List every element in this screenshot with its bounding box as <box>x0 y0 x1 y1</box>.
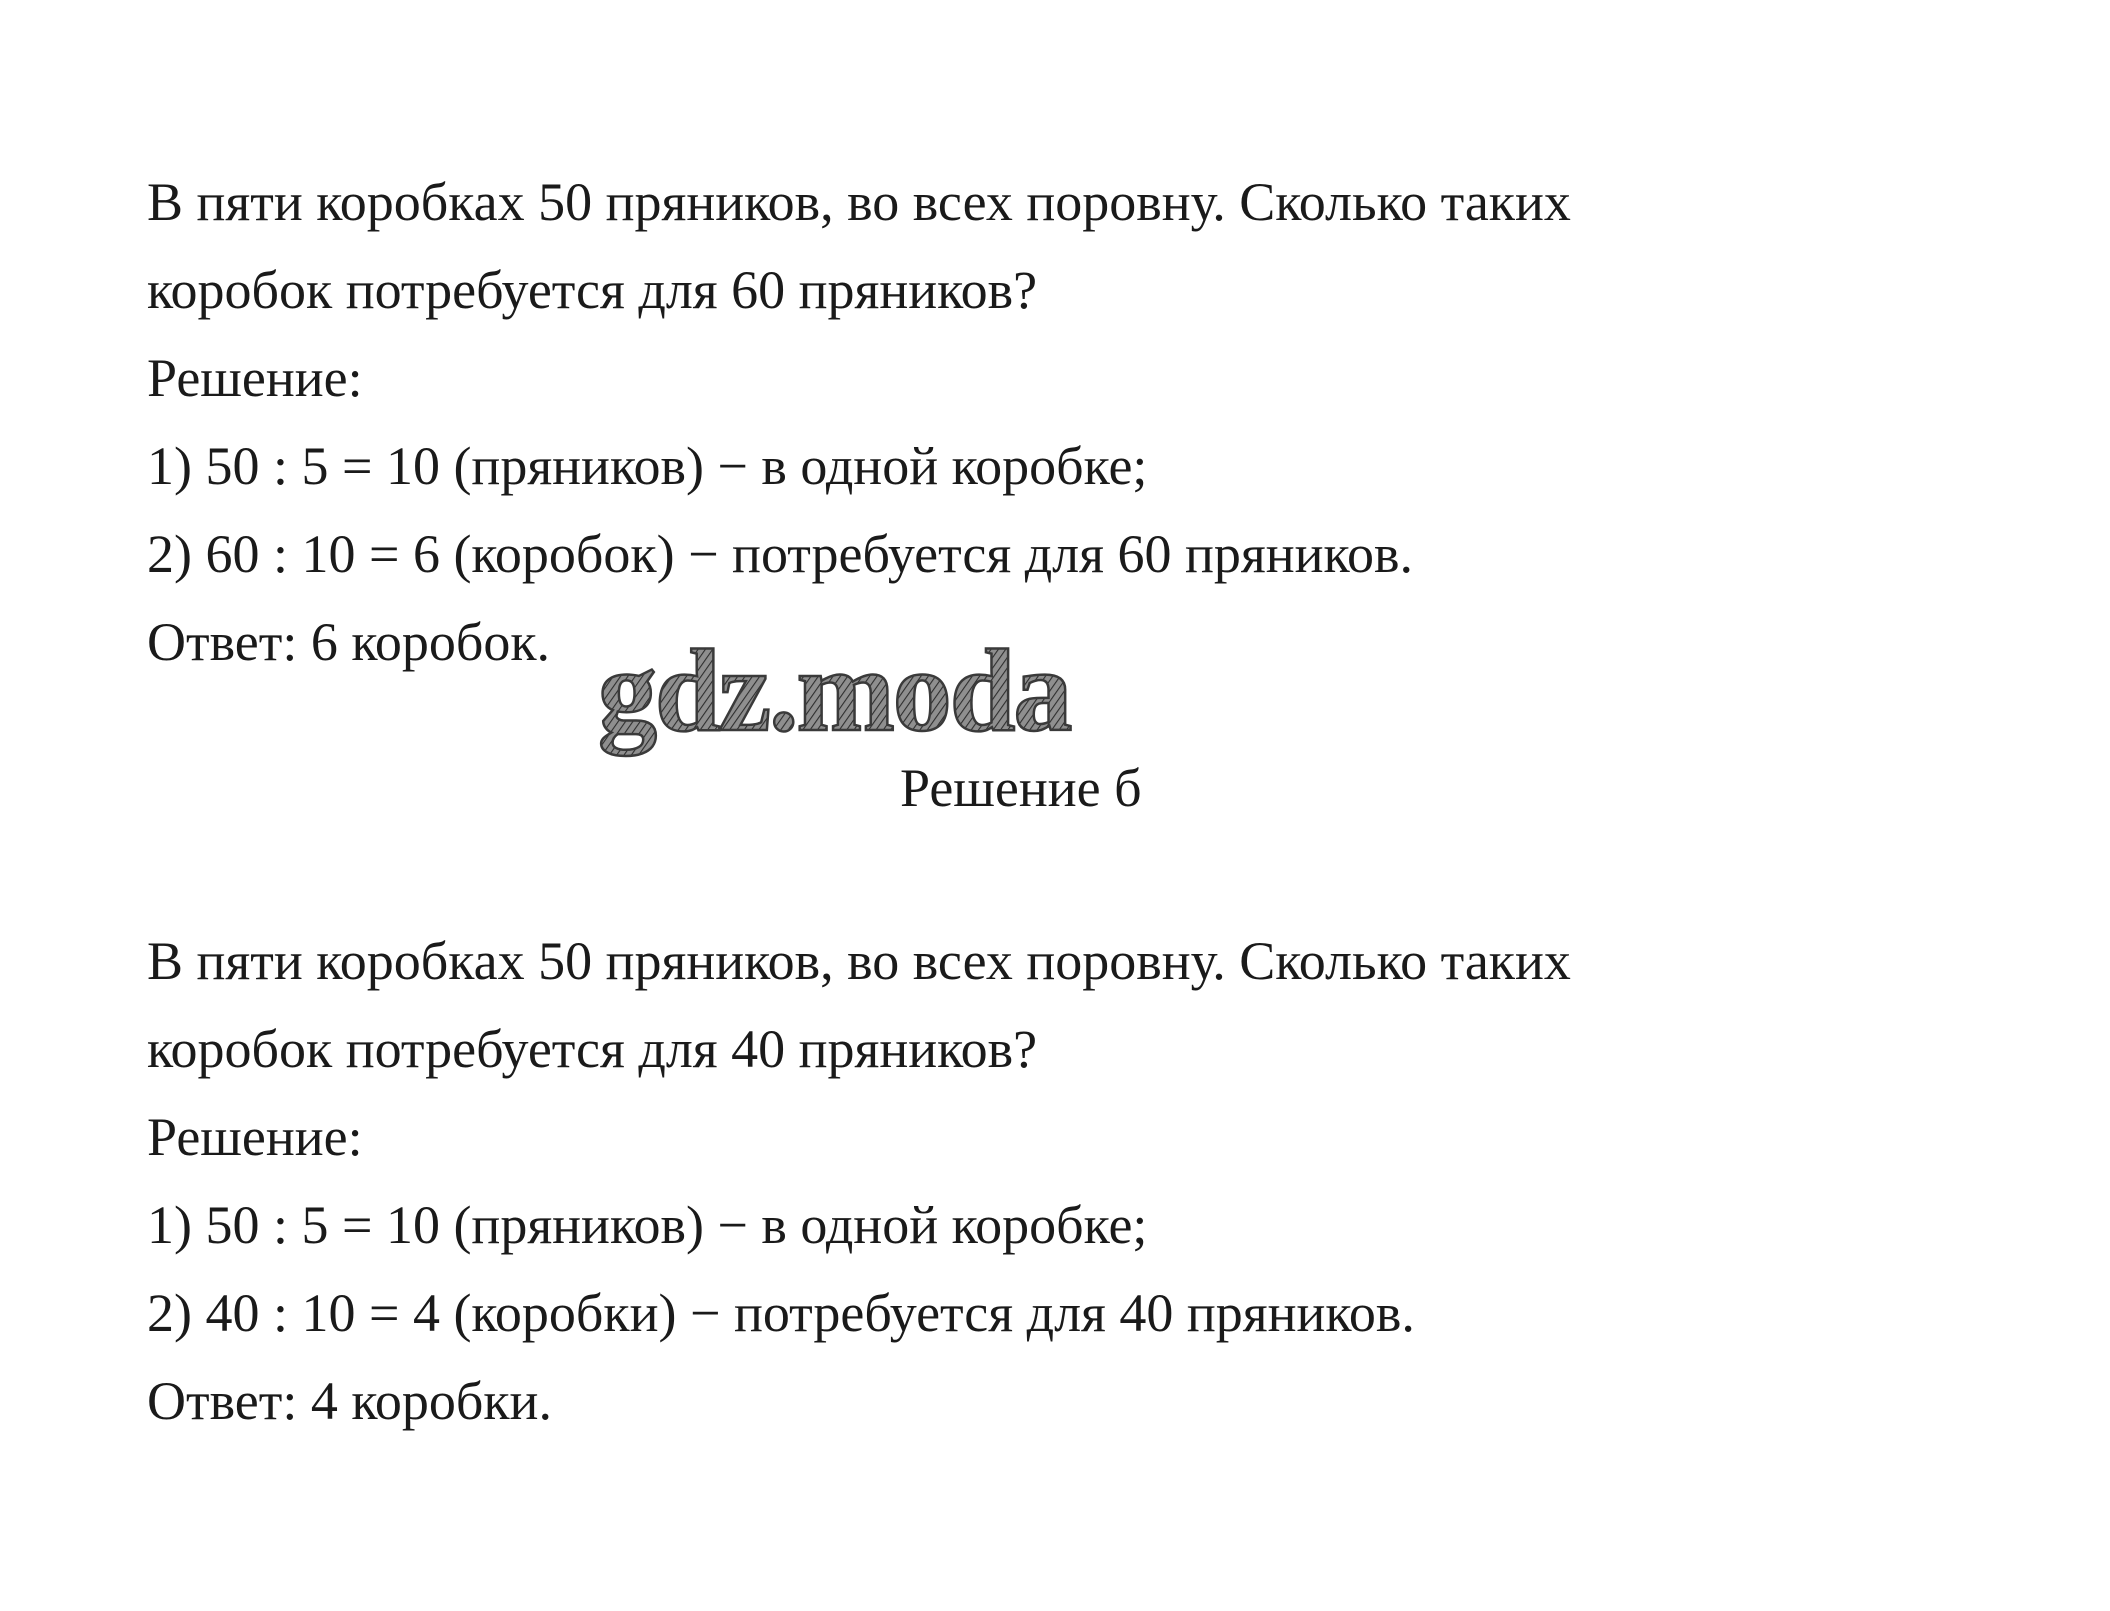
solution-label: Решение: <box>147 348 363 408</box>
answer-line: Ответ: 6 коробок. <box>147 612 551 672</box>
problem-text-line-1: В пяти коробках 50 пряников, во всех поровну. Сколько таких <box>147 172 1571 232</box>
solution-step-2: 2) 40 : 10 = 4 (коробки) − потребуется для 40 пряников. <box>147 1283 1415 1343</box>
problem-text-line-1: В пяти коробках 50 пряников, во всех поровну. Сколько таких <box>147 931 1571 991</box>
solution-step-1: 1) 50 : 5 = 10 (пряников) − в одной коробке; <box>147 436 1148 496</box>
watermark-text: gdz.moda <box>598 625 1071 756</box>
solution-b <box>147 917 1947 1445</box>
solution-a <box>147 158 1947 686</box>
solution-step-1: 1) 50 : 5 = 10 (пряников) − в одной коробке; <box>147 1195 1148 1255</box>
watermark-logo <box>592 622 1212 772</box>
problem-text-line-2: коробок потребуется для 40 пряников? <box>147 1019 1038 1079</box>
solution-label: Решение: <box>147 1107 363 1167</box>
section-title-text: Решение б <box>900 758 1142 818</box>
answer-line: Ответ: 4 коробки. <box>147 1371 552 1431</box>
solution-step-2: 2) 60 : 10 = 6 (коробок) − потребуется для 60 пряников. <box>147 524 1413 584</box>
problem-text-line-2: коробок потребуется для 60 пряников? <box>147 260 1038 320</box>
